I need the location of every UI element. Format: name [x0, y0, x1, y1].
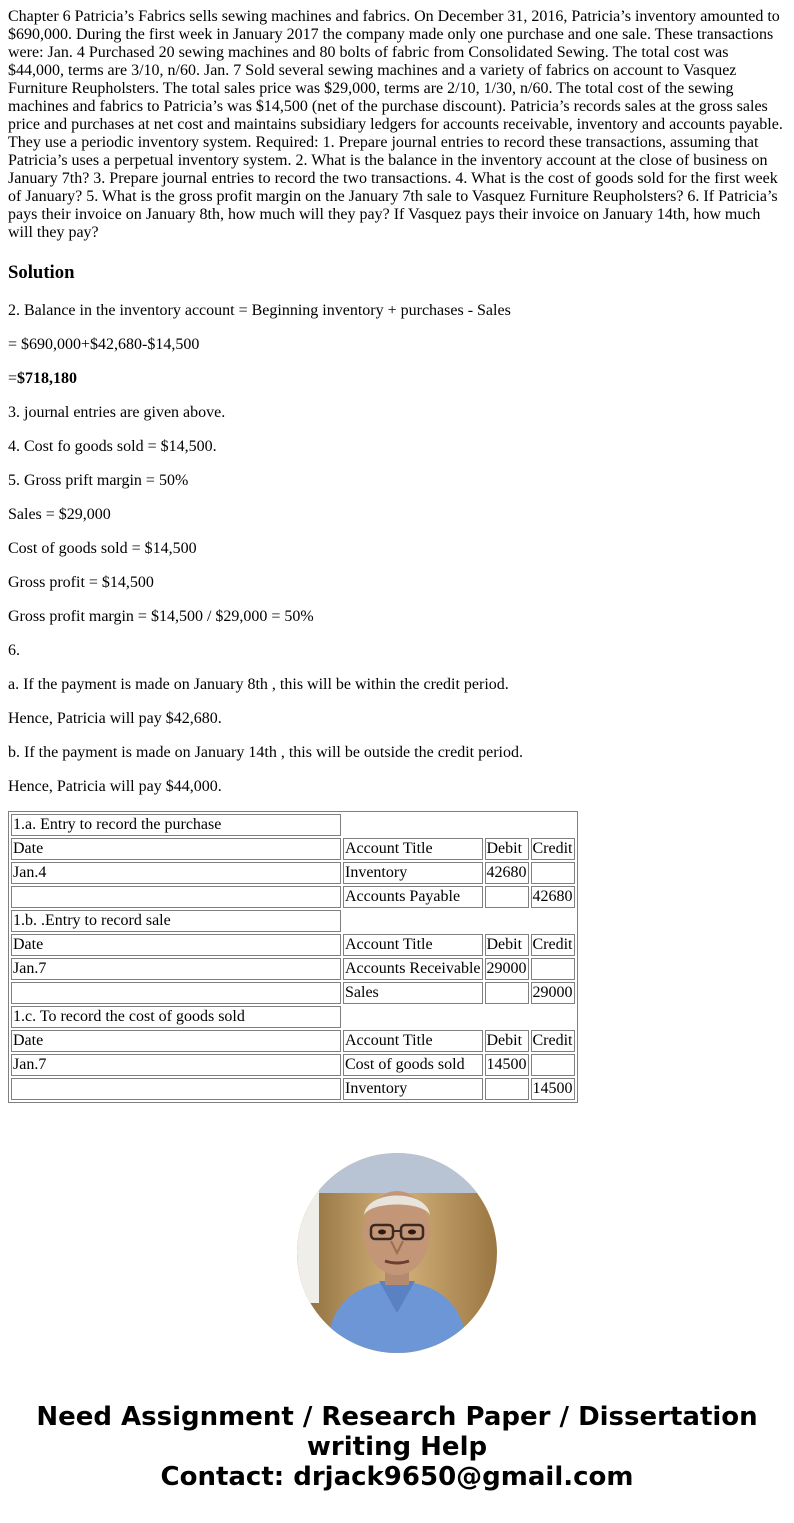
table-header-row [11, 1030, 575, 1052]
solution-line-sales: Sales = $29,000 [8, 506, 111, 523]
col-header-date: Date [11, 838, 341, 860]
cell-account: Sales [343, 982, 483, 1004]
col-header-account: Account Title [343, 838, 483, 860]
journal-entries-table [8, 811, 578, 1103]
promo-contact: Contact: drjack9650@gmail.com [160, 1462, 634, 1492]
cell-debit: 14500 [485, 1054, 529, 1076]
solution-line-6a: a. If the payment is made on January 8th , this will be within the credit period. [8, 676, 509, 693]
cell-debit [485, 1078, 529, 1100]
cell-account: Inventory [343, 862, 483, 884]
cell-credit [531, 862, 575, 884]
cell-account: Accounts Receivable [343, 958, 483, 980]
section-title-row [11, 1006, 575, 1028]
table-row [11, 1078, 575, 1100]
cell-credit [531, 1054, 575, 1076]
cell-debit [485, 982, 529, 1004]
solution-line-3: 3. journal entries are given above. [8, 404, 226, 421]
cell-account: Accounts Payable [343, 886, 483, 908]
solution-line-gross-profit: Gross profit = $14,500 [8, 574, 154, 591]
col-header-credit: Credit [531, 934, 575, 956]
table-row [11, 982, 575, 1004]
col-header-date: Date [11, 934, 341, 956]
cell-credit: 29000 [531, 982, 575, 1004]
solution-line-balance-calc: = $690,000+$42,680-$14,500 [8, 336, 200, 353]
solution-heading: Solution [8, 262, 75, 283]
promo-line-2: writing Help [306, 1432, 488, 1462]
col-header-date: Date [11, 1030, 341, 1052]
solution-line-6b: b. If the payment is made on January 14th , this will be outside the credit period. [8, 744, 523, 761]
section-title-row [11, 814, 575, 836]
section-title-cogs: 1.c. To record the cost of goods sold [11, 1006, 341, 1028]
balance-prefix: = [8, 370, 18, 387]
promo-banner [0, 1402, 794, 1492]
col-header-account: Account Title [343, 934, 483, 956]
section-title-sale: 1.b. .Entry to record sale [11, 910, 341, 932]
table-row [11, 862, 575, 884]
cell-debit: 29000 [485, 958, 529, 980]
author-photo-icon [297, 1153, 497, 1353]
cell-account: Inventory [343, 1078, 483, 1100]
table-row [11, 1054, 575, 1076]
col-header-credit: Credit [531, 1030, 575, 1052]
solution-line-balance-formula: 2. Balance in the inventory account = Beginning inventory + purchases - Sales [8, 302, 511, 319]
solution-line-balance-result [8, 370, 786, 388]
col-header-debit: Debit [485, 838, 529, 860]
col-header-debit: Debit [485, 1030, 529, 1052]
cell-date [11, 886, 341, 908]
col-header-account: Account Title [343, 1030, 483, 1052]
cell-date: Jan.7 [11, 1054, 341, 1076]
cell-date [11, 1078, 341, 1100]
cell-debit [485, 886, 529, 908]
cell-debit: 42680 [485, 862, 529, 884]
solution-line-5: 5. Gross prift margin = 50% [8, 472, 189, 489]
solution-line-6b-result: Hence, Patricia will pay $44,000. [8, 778, 222, 795]
cell-credit [531, 958, 575, 980]
table-header-row [11, 934, 575, 956]
section-title-row [11, 910, 575, 932]
section-title-purchase: 1.a. Entry to record the purchase [11, 814, 341, 836]
cell-account: Cost of goods sold [343, 1054, 483, 1076]
balance-value: $718,180 [17, 370, 78, 387]
solution-line-6a-result: Hence, Patricia will pay $42,680. [8, 710, 222, 727]
question-text: Chapter 6 Patricia’s Fabrics sells sewing machines and fabrics. On December 31, 2016, Patricia’s inventory amounted to $690,000. During the first week in January 2017 the company made only one purchase and one sale. These transactions were: Jan. 4 Purchased 20 sewing machines and 80 bolts of fabric from Consolidated Sewing. The total cost was $44,000, terms are 3/10, n/60. Jan. 7 Sold several sewing machines and a variety of fabrics on account to Vasquez Furniture Reupholsters. The total sales price was $29,000, terms are 2/10, 1/30, n/60. The total cost of the sewing machines and fabrics to Patricia’s was $14,500 (net of the purchase discount). Patricia’s records sales at the gross sales price and purchases at net cost and maintains subsidiary ledgers for accounts receivable, inventory and accounts payable. They use a periodic inventory system. Required: 1. Prepare journal entries to record these transactions, assuming that Patricia’s uses a perpetual inventory system. 2. What is the balance in the inventory account at the close of business on January 7th? 3. Prepare journal entries to record the two transactions. 4. What is the cost of goods sold for the first week of January? 5. What is the gross profit margin on the January 7th sale to Vasquez Furniture Reupholsters? 6. If Patricia’s pays their invoice on January 8th, how much will they pay? If Vasquez pays their invoice on January 14th, how much will they pay? [8, 8, 783, 241]
cell-date [11, 982, 341, 1004]
solution-line-cogs: Cost of goods sold = $14,500 [8, 540, 197, 557]
table-row [11, 886, 575, 908]
cell-date: Jan.4 [11, 862, 341, 884]
table-header-row [11, 838, 575, 860]
cell-credit: 14500 [531, 1078, 575, 1100]
col-header-debit: Debit [485, 934, 529, 956]
col-header-credit: Credit [531, 838, 575, 860]
promo-line-1: Need Assignment / Research Paper / Dissertation [36, 1402, 758, 1432]
solution-line-margin: Gross profit margin = $14,500 / $29,000 = 50% [8, 608, 314, 625]
cell-credit: 42680 [531, 886, 575, 908]
author-avatar [297, 1153, 497, 1353]
solution-line-6: 6. [8, 642, 20, 659]
table-row [11, 958, 575, 980]
cell-date: Jan.7 [11, 958, 341, 980]
solution-line-4: 4. Cost fo goods sold = $14,500. [8, 438, 217, 455]
